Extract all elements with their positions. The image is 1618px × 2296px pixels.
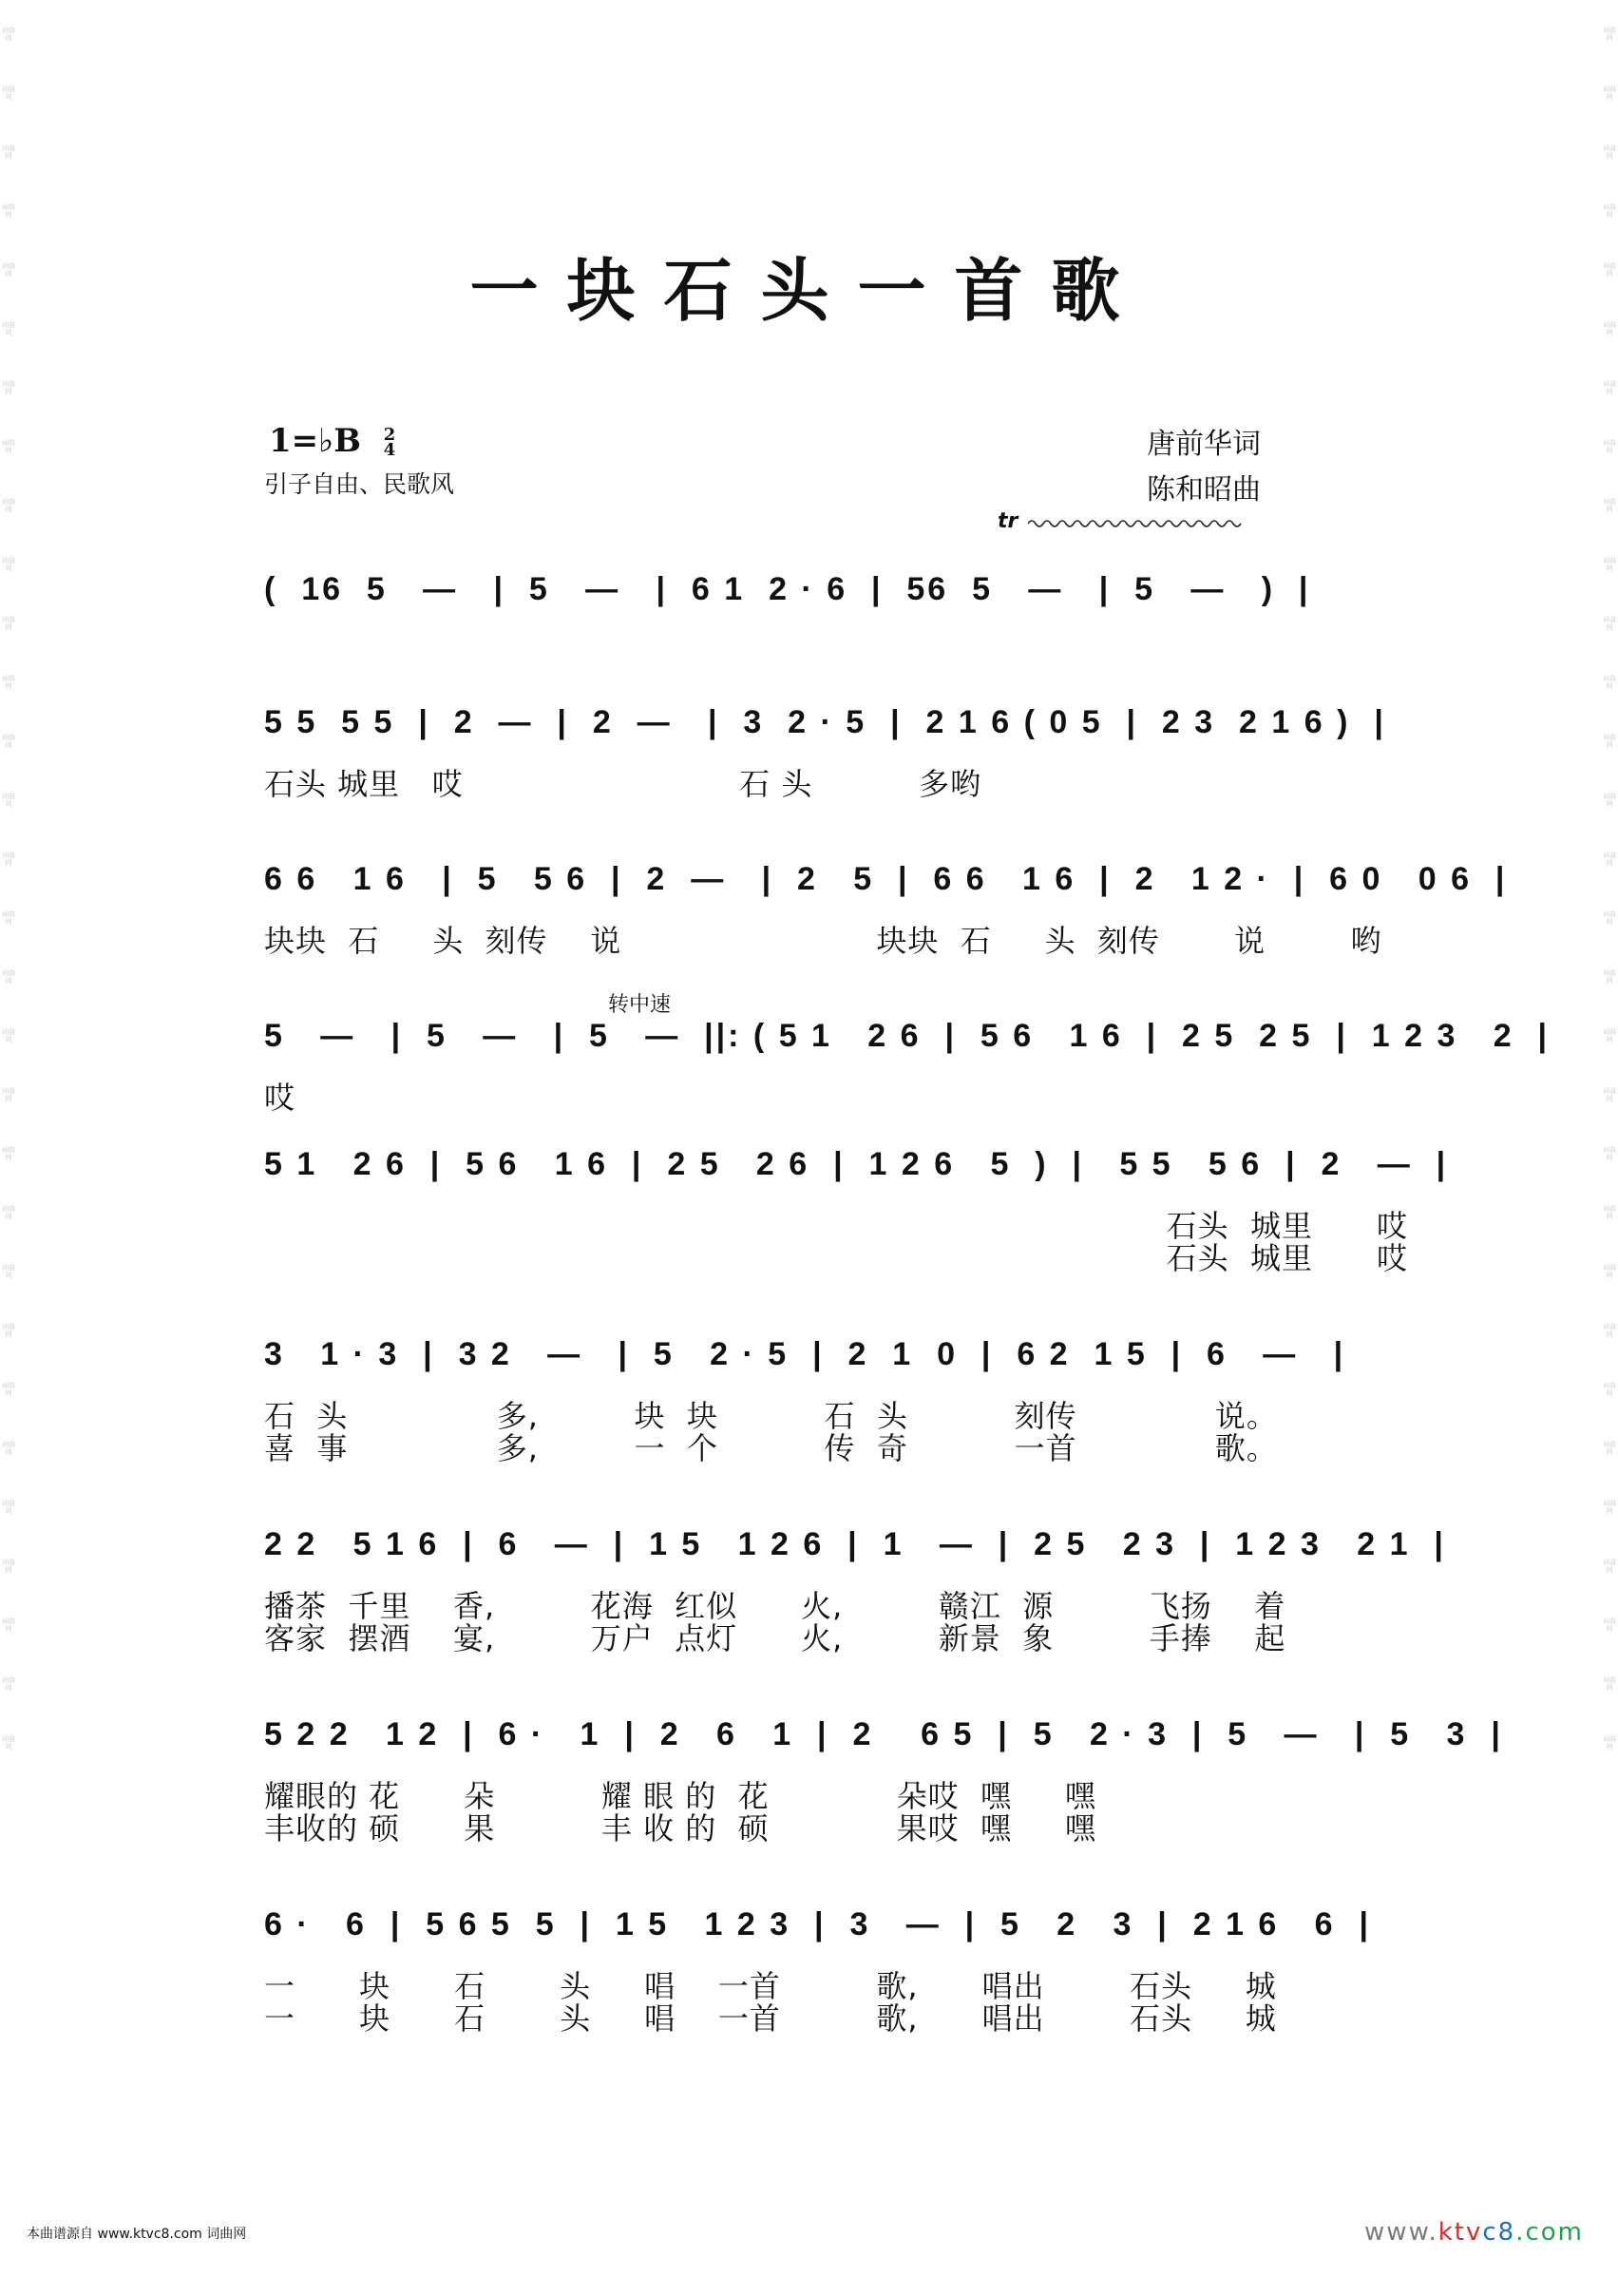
side-mark: 词曲网 <box>1603 1264 1616 1279</box>
side-mark: 词曲网 <box>2 1500 15 1515</box>
side-mark: 词曲网 <box>1603 439 1616 454</box>
side-mark: 词曲网 <box>2 498 15 513</box>
time-signature <box>383 425 396 460</box>
staff-row-1 <box>264 561 1347 618</box>
side-mark: 词曲网 <box>1603 1735 1616 1751</box>
staff-row-8 <box>264 1706 1503 1846</box>
side-mark: 词曲网 <box>1603 851 1616 867</box>
side-mark: 词曲网 <box>1603 675 1616 690</box>
lyric-line-1: 石头 城里 哎 石 头 多哟 <box>264 766 982 802</box>
site-suffix: .com <box>1515 2218 1584 2247</box>
side-mark: 词曲网 <box>1603 1382 1616 1397</box>
lyric-line-1: 石头 城里 哎 <box>264 1208 1408 1244</box>
notation-line: 6 · 6 | 5 6 5 5 | 1 5 1 2 3 | 3 — | 5 2 3 | 2 1 6 6 | <box>264 1906 1371 1942</box>
notation-line: 3 1 · 3 | 3 2 — | 5 2 · 5 | 2 1 0 | 6 2 1 5 | 6 — | <box>264 1336 1346 1372</box>
side-mark: 词曲网 <box>2 910 15 926</box>
side-mark: 词曲网 <box>2 1735 15 1751</box>
trill-mark: tr <box>998 509 1018 533</box>
lyric-line-1: 一 块 石 头 唱 一首 歌, 唱出 石头 城 <box>264 1968 1277 2004</box>
side-mark: 词曲网 <box>1603 969 1616 985</box>
side-mark: 词曲网 <box>2 1676 15 1692</box>
notation-line: ( 16 5 — | 5 — | 6 1 2 · 6 | 56 5 — | 5 — ) | <box>264 571 1311 607</box>
side-mark: 词曲网 <box>1603 1028 1616 1043</box>
key-signature <box>269 422 395 460</box>
lyric-line-2: 石头 城里 哎 <box>264 1240 1408 1276</box>
tempo-change: 转中速 <box>608 993 672 1017</box>
tempo-marking: 引子自由、民歌风 <box>264 470 455 498</box>
staff-row-7 <box>264 1516 1446 1656</box>
side-mark: 词曲网 <box>2 1146 15 1161</box>
side-mark: 词曲网 <box>2 1382 15 1397</box>
side-mark: 词曲网 <box>1603 910 1616 926</box>
side-mark: 词曲网 <box>1603 1676 1616 1692</box>
side-mark: 词曲网 <box>2 27 15 42</box>
side-mark: 词曲网 <box>2 321 15 336</box>
trill-wave <box>1028 517 1247 530</box>
key-note: ♭B <box>318 422 361 460</box>
side-mark: 词曲网 <box>1603 27 1616 42</box>
footer-source: 本曲谱源自 www.ktvc8.com 词曲网 <box>27 2227 247 2242</box>
side-mark: 词曲网 <box>2 616 15 631</box>
staff-row-5 <box>264 1136 1449 1276</box>
notation-line: 5 5 5 5 | 2 — | 2 — | 3 2 · 5 | 2 1 6 ( 0 5 | 2 3 2 1 6 ) | <box>264 704 1386 740</box>
side-mark: 词曲网 <box>2 86 15 101</box>
side-mark: 词曲网 <box>1603 616 1616 631</box>
side-mark: 词曲网 <box>2 851 15 867</box>
side-mark: 词曲网 <box>2 1441 15 1456</box>
side-mark: 词曲网 <box>2 557 15 572</box>
notation-line: 2 2 5 1 6 | 6 — | 1 5 1 2 6 | 1 — | 2 5 2 3 | 1 2 3 2 1 | <box>264 1526 1446 1562</box>
side-mark: 词曲网 <box>1603 498 1616 513</box>
side-mark: 词曲网 <box>1603 203 1616 219</box>
side-mark: 词曲网 <box>1603 86 1616 101</box>
notation-line: 5 — | 5 — | 5 — ||: ( 5 1 2 6 | 5 6 1 6 | 2 5 2 5 | 1 2 3 2 | <box>264 1018 1551 1054</box>
meter-top: 2 <box>383 425 396 445</box>
side-mark: 词曲网 <box>2 1087 15 1102</box>
side-mark: 词曲网 <box>1603 1500 1616 1515</box>
lyric-line-1: 播茶 千里 香, 花海 红似 火, 赣江 源 飞扬 着 <box>264 1588 1286 1624</box>
notation-line: 5 1 2 6 | 5 6 1 6 | 2 5 2 6 | 1 2 6 5 ) | 5 5 5 6 | 2 — | <box>264 1146 1449 1182</box>
side-mark: 词曲网 <box>2 380 15 395</box>
staff-row-2 <box>264 694 1386 802</box>
side-mark: 词曲网 <box>2 734 15 749</box>
staff-row-6 <box>264 1326 1347 1466</box>
lyric-line-1: 耀眼的 花 朵 耀 眼 的 花 朵哎 嘿 嘿 <box>264 1778 1096 1814</box>
side-mark: 词曲网 <box>1603 1087 1616 1102</box>
left-watermark-column <box>2 0 15 2296</box>
lyric-line-2: 客家 摆酒 宴, 万户 点灯 火, 新景 象 手捧 起 <box>264 1620 1286 1656</box>
side-mark: 词曲网 <box>2 439 15 454</box>
side-mark: 词曲网 <box>1603 1441 1616 1456</box>
side-mark: 词曲网 <box>1603 1146 1616 1161</box>
side-mark: 词曲网 <box>2 675 15 690</box>
site-prefix: www. <box>1364 2218 1438 2247</box>
side-mark: 词曲网 <box>2 262 15 277</box>
key-one: 1 <box>269 422 292 460</box>
side-mark: 词曲网 <box>2 203 15 219</box>
side-mark: 词曲网 <box>1603 262 1616 277</box>
side-mark: 词曲网 <box>1603 1617 1616 1633</box>
lyric-line-2: 喜 事 多, 一 个 传 奇 一首 歌。 <box>264 1430 1278 1466</box>
lyric-line-1: 哎 <box>264 1080 296 1116</box>
side-mark: 词曲网 <box>1603 734 1616 749</box>
side-mark: 词曲网 <box>1603 1205 1616 1220</box>
footer-site-logo <box>1364 2218 1584 2247</box>
side-mark: 词曲网 <box>2 793 15 808</box>
staff-row-9 <box>264 1896 1371 2037</box>
lyricist-credit: 唐前华词 <box>1147 428 1261 461</box>
staff-row-3 <box>264 851 1508 959</box>
side-mark: 词曲网 <box>1603 1323 1616 1338</box>
side-mark: 词曲网 <box>2 144 15 160</box>
lyric-line-2: 一 块 石 头 唱 一首 歌, 唱出 石头 城 <box>264 2000 1277 2037</box>
side-mark: 词曲网 <box>2 1559 15 1574</box>
side-mark: 词曲网 <box>1603 557 1616 572</box>
side-mark: 词曲网 <box>2 1264 15 1279</box>
notation-line: 5 2 2 1 2 | 6 · 1 | 2 6 1 | 2 6 5 | 5 2 · 3 | 5 — | 5 3 | <box>264 1716 1503 1752</box>
side-mark: 词曲网 <box>1603 321 1616 336</box>
side-mark: 词曲网 <box>1603 380 1616 395</box>
lyric-line-2: 丰收的 硕 果 丰 收 的 硕 果哎 嘿 嘿 <box>264 1810 1096 1846</box>
site-ktv: ktv <box>1437 2218 1483 2247</box>
composer-credit: 陈和昭曲 <box>1147 473 1261 507</box>
side-mark: 词曲网 <box>2 1028 15 1043</box>
side-mark: 词曲网 <box>2 1617 15 1633</box>
side-mark: 词曲网 <box>2 1205 15 1220</box>
side-mark: 词曲网 <box>1603 1559 1616 1574</box>
meter-bottom: 4 <box>383 440 396 460</box>
key-equals: = <box>291 422 319 460</box>
page-title: 一块石头一首歌 <box>469 250 1149 331</box>
side-mark: 词曲网 <box>2 1323 15 1338</box>
side-mark: 词曲网 <box>1603 144 1616 160</box>
notation-line: 6 6 1 6 | 5 5 6 | 2 — | 2 5 | 6 6 1 6 | 2 1 2 · | 6 0 0 6 | <box>264 861 1508 897</box>
lyric-line-1: 石 头 多, 块 块 石 头 刻传 说。 <box>264 1398 1278 1434</box>
lyric-line-1: 块块 石 头 刻传 说 块块 石 头 刻传 说 哟 <box>264 923 1382 959</box>
right-watermark-column <box>1603 0 1616 2296</box>
site-c8: c8 <box>1482 2218 1516 2247</box>
side-mark: 词曲网 <box>1603 793 1616 808</box>
side-mark: 词曲网 <box>2 969 15 985</box>
staff-row-4 <box>264 1007 1551 1116</box>
